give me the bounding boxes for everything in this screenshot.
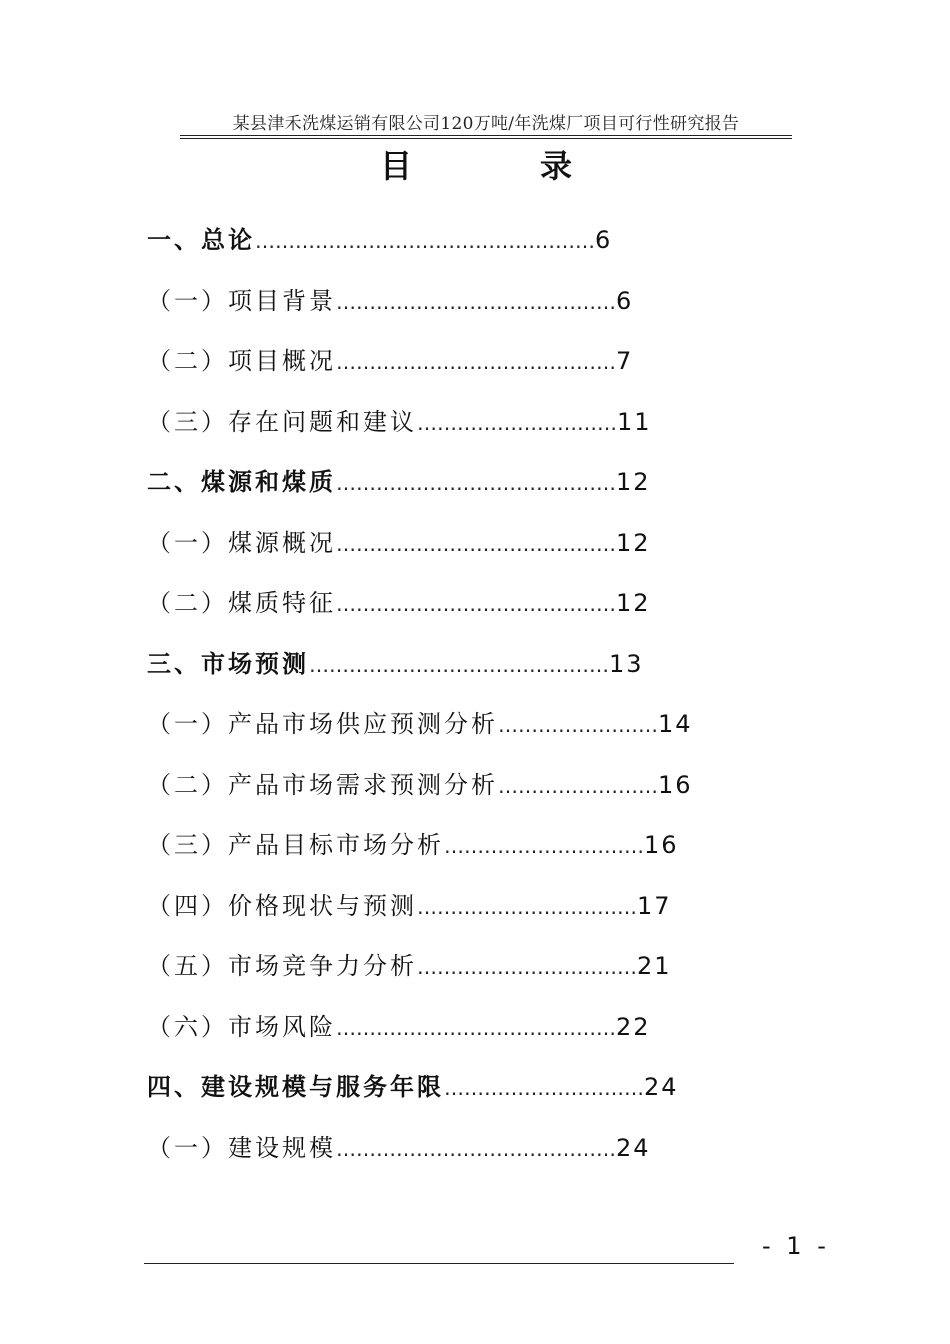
toc-entry[interactable] — [147, 706, 693, 742]
toc-page-number: 12 — [616, 468, 651, 496]
toc-entry[interactable] — [147, 222, 612, 258]
toc-page-number: 22 — [616, 1012, 651, 1041]
toc-leader-dots: …………………………………… — [336, 1015, 616, 1040]
toc-entry-label: （二）煤质特征 — [147, 589, 336, 617]
toc-entry[interactable] — [147, 1009, 651, 1045]
toc-entry-label: 四、建设规模与服务年限 — [147, 1073, 444, 1101]
toc-entry-label: （四）价格现状与预测 — [147, 891, 417, 920]
toc-entry[interactable] — [147, 283, 633, 319]
toc-leader-dots: ………………………… — [417, 410, 617, 435]
header-rule-double — [180, 138, 792, 139]
toc-entry[interactable] — [147, 404, 652, 440]
page-number: - 1 - — [762, 1232, 830, 1260]
toc-entry-label: （一）煤源概况 — [147, 528, 336, 557]
toc-leader-dots: …………………………………………… — [255, 229, 595, 253]
toc-leader-dots: …………………………………… — [336, 592, 616, 616]
toc-leader-dots: …………………………………… — [336, 471, 616, 495]
toc-page-number: 7 — [616, 347, 634, 375]
toc-entry-label: 三、市场预测 — [147, 649, 309, 678]
toc-page-number: 6 — [595, 226, 613, 254]
toc-leader-dots: …………………………… — [417, 894, 637, 919]
toc-entry[interactable] — [147, 343, 633, 379]
toc-entry[interactable] — [147, 1130, 651, 1166]
toc-entry[interactable] — [147, 525, 651, 561]
toc-entry[interactable] — [147, 646, 644, 682]
toc-leader-dots: …………………………………… — [336, 350, 616, 374]
toc-entry[interactable] — [147, 948, 672, 984]
toc-entry[interactable] — [147, 767, 693, 803]
toc-leader-dots: …………………… — [498, 773, 658, 798]
toc-entry-label: （一）项目背景 — [147, 286, 336, 315]
toc-entry-label: （二）产品市场需求预测分析 — [147, 770, 498, 799]
toc-entry-label: 一、总论 — [147, 226, 255, 254]
toc-page-number: 17 — [637, 891, 672, 920]
toc-page-number: 13 — [609, 649, 644, 678]
page-title: 目录 — [380, 147, 701, 185]
toc-leader-dots: …………………………………… — [336, 531, 616, 556]
toc-page-number: 24 — [616, 1133, 651, 1162]
toc-leader-dots: ………………………… — [444, 834, 644, 858]
toc-page-number: 12 — [616, 589, 651, 617]
toc-entry-label: （一）建设规模 — [147, 1133, 336, 1162]
toc-page-number: 12 — [616, 528, 651, 557]
toc-entry[interactable] — [147, 1069, 679, 1105]
toc-entry[interactable] — [147, 464, 651, 500]
header-rule — [180, 135, 792, 136]
toc-entry[interactable] — [147, 888, 672, 924]
toc-entry-label: （三）存在问题和建议 — [147, 407, 417, 436]
running-header: 某县津禾洗煤运销有限公司120万吨/年洗煤厂项目可行性研究报告 — [232, 114, 740, 134]
toc-leader-dots: …………………… — [498, 713, 658, 737]
toc-page-number: 14 — [658, 710, 693, 738]
toc-leader-dots: …………………………………… — [336, 289, 616, 314]
toc-entry-label: （二）项目概况 — [147, 347, 336, 375]
toc-leader-dots: ……………………………………… — [309, 652, 609, 677]
toc-entry-label: （六）市场风险 — [147, 1012, 336, 1041]
toc-page-number: 11 — [617, 407, 652, 436]
toc-entry[interactable] — [147, 585, 651, 621]
toc-leader-dots: …………………………… — [417, 955, 637, 979]
toc-page-number: 24 — [644, 1073, 679, 1101]
toc-entry-label: （一）产品市场供应预测分析 — [147, 710, 498, 738]
toc-entry-label: （三）产品目标市场分析 — [147, 831, 444, 859]
toc-leader-dots: ………………………… — [444, 1076, 644, 1100]
toc-page-number: 16 — [644, 831, 679, 859]
toc-entry[interactable] — [147, 827, 679, 863]
toc-page-number: 16 — [658, 770, 693, 799]
footer-rule — [144, 1263, 734, 1264]
toc-entry-label: 二、煤源和煤质 — [147, 468, 336, 496]
toc-leader-dots: …………………………………… — [336, 1136, 616, 1161]
toc-entry-label: （五）市场竞争力分析 — [147, 952, 417, 980]
toc-page-number: 21 — [637, 952, 672, 980]
toc-page-number: 6 — [616, 286, 634, 315]
